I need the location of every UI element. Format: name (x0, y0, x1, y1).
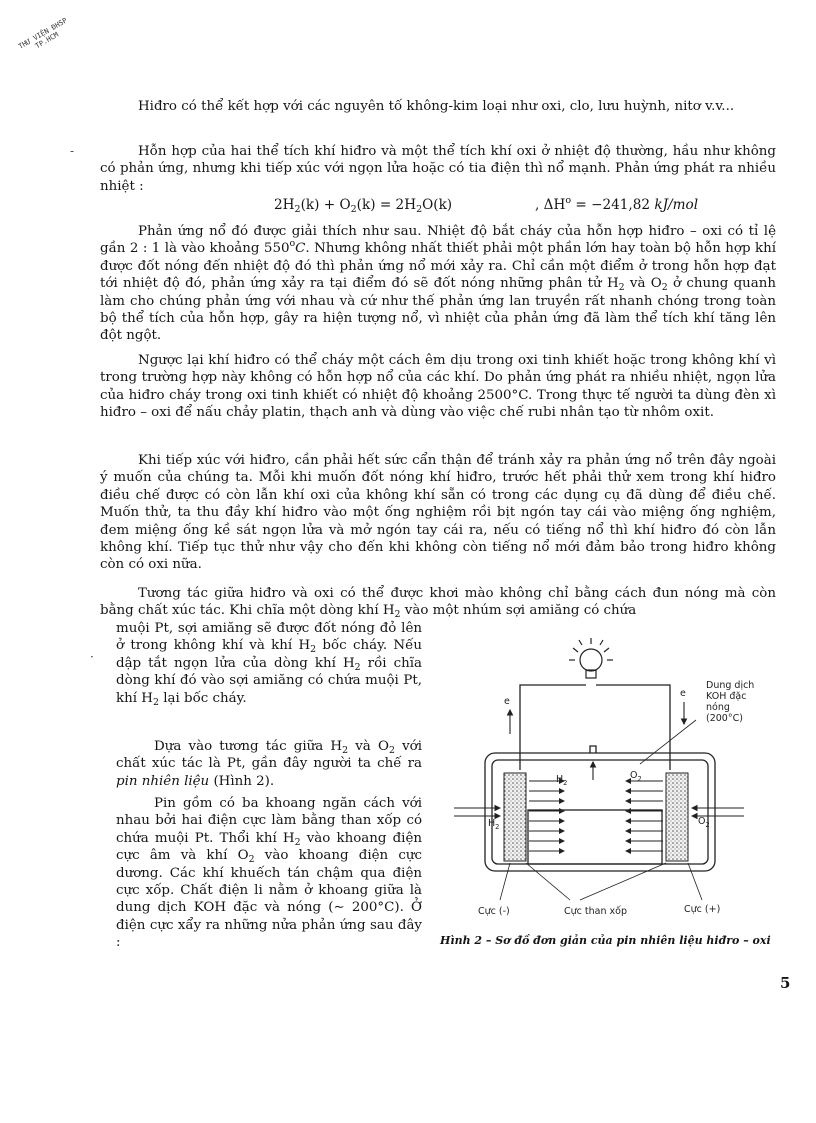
paragraph-7: muội Pt, sợi amiăng sẽ được đốt nóng đỏ lên ở trong không khí và khí $H_2$ bốc cháy. Nếu dập tắt ngọn lửa của dòng khí $H_2$ rồi chĩa dòng khí đó vào sợi amiăng có chứa muội Pt, khí $H_2$ lại bốc cháy. (116, 621, 423, 708)
bulb-icon (569, 638, 613, 678)
o2-label-inlet: $O_2$ (698, 816, 710, 829)
page-number: 5 (780, 974, 791, 992)
porous-carbon-label: Cực than xốp (564, 906, 627, 917)
electron-label-right: e (680, 688, 686, 699)
electron-label-left: e (504, 696, 510, 707)
paragraph-3: Phản ứng nổ đó được giải thích như sau. Nhiệt độ bắt cháy của hỗn hợp hiđro – oxi có tỉ lệ gần 2 : 1 là vào khoảng 550$^o$C. Nhưng không nhất thiết phải một phần lớn hay toàn bộ hỗn hợp khí được đốt nóng đến nhiệt độ đó thì phản ứng nổ mới xảy ra. Chỉ cần một điểm ở trong hỗn hợp đạt tới nhiệt độ đó, phản ứng xảy ra tại điểm đó sẽ đốt nóng những phân tử $H_2$ và $O_2$ ở chung quanh làm cho chúng phản ứng với nhau và cứ như thế phản ứng lan truyền rất nhanh chóng trong toàn bộ thể tích của hỗn hợp, gây ra hiện tượng nổ, vì nhiệt của phản ứng đã làm thể tích khí tăng lên đột ngột. (100, 224, 776, 344)
gas-inlet-arrows (454, 808, 744, 816)
paragraph-9: Pin gồm có ba khoang ngăn cách với nhau bởi hai điện cực làm bằng than xốp có chứa muội Pt. Thổi khí $H_2$ vào khoang điện cực âm và khí $O_2$ vào khoang điện cực dương. Các khí khuếch tán chậm qua điện cực xốp. Chất điện li nằm ở khoang giữa là dung dịch KOH đặc và nóng (∼ 200°C). Ở điện cực xẩy ra những nửa phản ứng sau đây : (116, 796, 422, 951)
figure-caption: Hình 2 – Sơ đồ đơn giản của pin nhiên liệu hiđro – oxi (440, 934, 771, 947)
h2-label-inlet: $H_2$ (488, 818, 500, 831)
paragraph-8: Dựa vào tương tác giữa $H_2$ và $O_2$ với chất xúc tác là Pt, gần đây người ta chế ra pin nhiên liệu (Hình 2). (116, 739, 422, 789)
paragraph-1: Hiđro có thể kết hợp với các nguyên tố không-kim loại như oxi, clo, lưu huỳnh, nitơ v.v... (138, 99, 735, 114)
cathode-electrode (666, 773, 688, 861)
library-stamp: THƯ VIỆN ĐHSP TP.HCM (17, 16, 69, 51)
paragraph-5: Khi tiếp xúc với hiđro, cần phải hết sức cẩn thận để tránh xảy ra phản ứng nổ trên đây ngoài ý muốn của chúng ta. Mỗi khi muốn đốt nóng khí hiđro, trước hết phải thử xem trong khí hiđro điều chế được có còn lẫn khí oxi của không khí sẵn có trong các dụng cụ đã dùng để điều chế. Muốn thử, ta thu đầy khí hiđro vào một ống nghiệm rồi bịt ngón tay cái vào miệng ống nghiệm, đem miệng ống kề sát ngọn lửa và mở ngón tay cái ra, nếu có tiếng nổ thì khí hiđro đó còn lẫn không khí. Tiếp tục thử như vậy cho đến khi không còn tiếng nổ mới đảm bảo trong hiđro không còn có oxi nữa. (100, 453, 776, 573)
fuel-cell-figure (440, 630, 786, 960)
anode-label: Cực (-) (478, 906, 510, 917)
fuel-cell-diagram (440, 630, 786, 930)
cathode-label: Cực (+) (684, 904, 721, 915)
paragraph-4: Ngược lại khí hiđro có thể cháy một cách êm dịu trong oxi tinh khiết hoặc trong không khí vì trong trường hợp này không có hỗn hợp nổ của các khí. Do phản ứng phát ra nhiều nhiệt, ngọn lửa của hiđro cháy trong oxi tinh khiết có nhiệt độ khoảng 2500°C. Trong thực tế người ta dùng đèn xì hiđro – oxi để nấu chảy platin, thạch anh và dùng vào việc chế rubi nhân tạo từ nhôm oxit. (100, 353, 776, 421)
h2-label-inside: $H_2$ (556, 774, 568, 787)
anode-electrode (504, 773, 526, 861)
external-circuit (520, 685, 670, 770)
o2-arrows (626, 781, 663, 851)
h2-arrows (529, 781, 564, 851)
equation (100, 197, 776, 217)
o2-label-inside: $O_2$ (630, 770, 642, 783)
margin-dot: · (90, 650, 94, 664)
paragraph-2: Hỗn hợp của hai thể tích khí hiđro và một thể tích khí oxi ở nhiệt độ thường, hầu như không có phản ứng, nhưng khi tiếp xúc với ngọn lửa hoặc có tia điện thì nổ mạnh. Phản ứng phát ra nhiều nhiệt : (100, 144, 776, 194)
paragraph-6: Tương tác giữa hiđro và oxi có thể được khơi mào không chỉ bằng cách đun nóng mà còn bằng chất xúc tác. Khi chĩa một dòng khí $H_2$ vào một nhúm sợi amiăng có chứa (100, 586, 776, 621)
equation-enthalpy: , $\Delta H^o = -241,82$ kJ/mol (535, 195, 699, 213)
margin-mark: - (70, 144, 75, 158)
equation-reaction: $2H_2(k) + O_2(k) = 2H_2O(k)$ (274, 197, 453, 215)
koh-label: Dung dịch KOH đặc nóng (200°C) (706, 680, 755, 724)
